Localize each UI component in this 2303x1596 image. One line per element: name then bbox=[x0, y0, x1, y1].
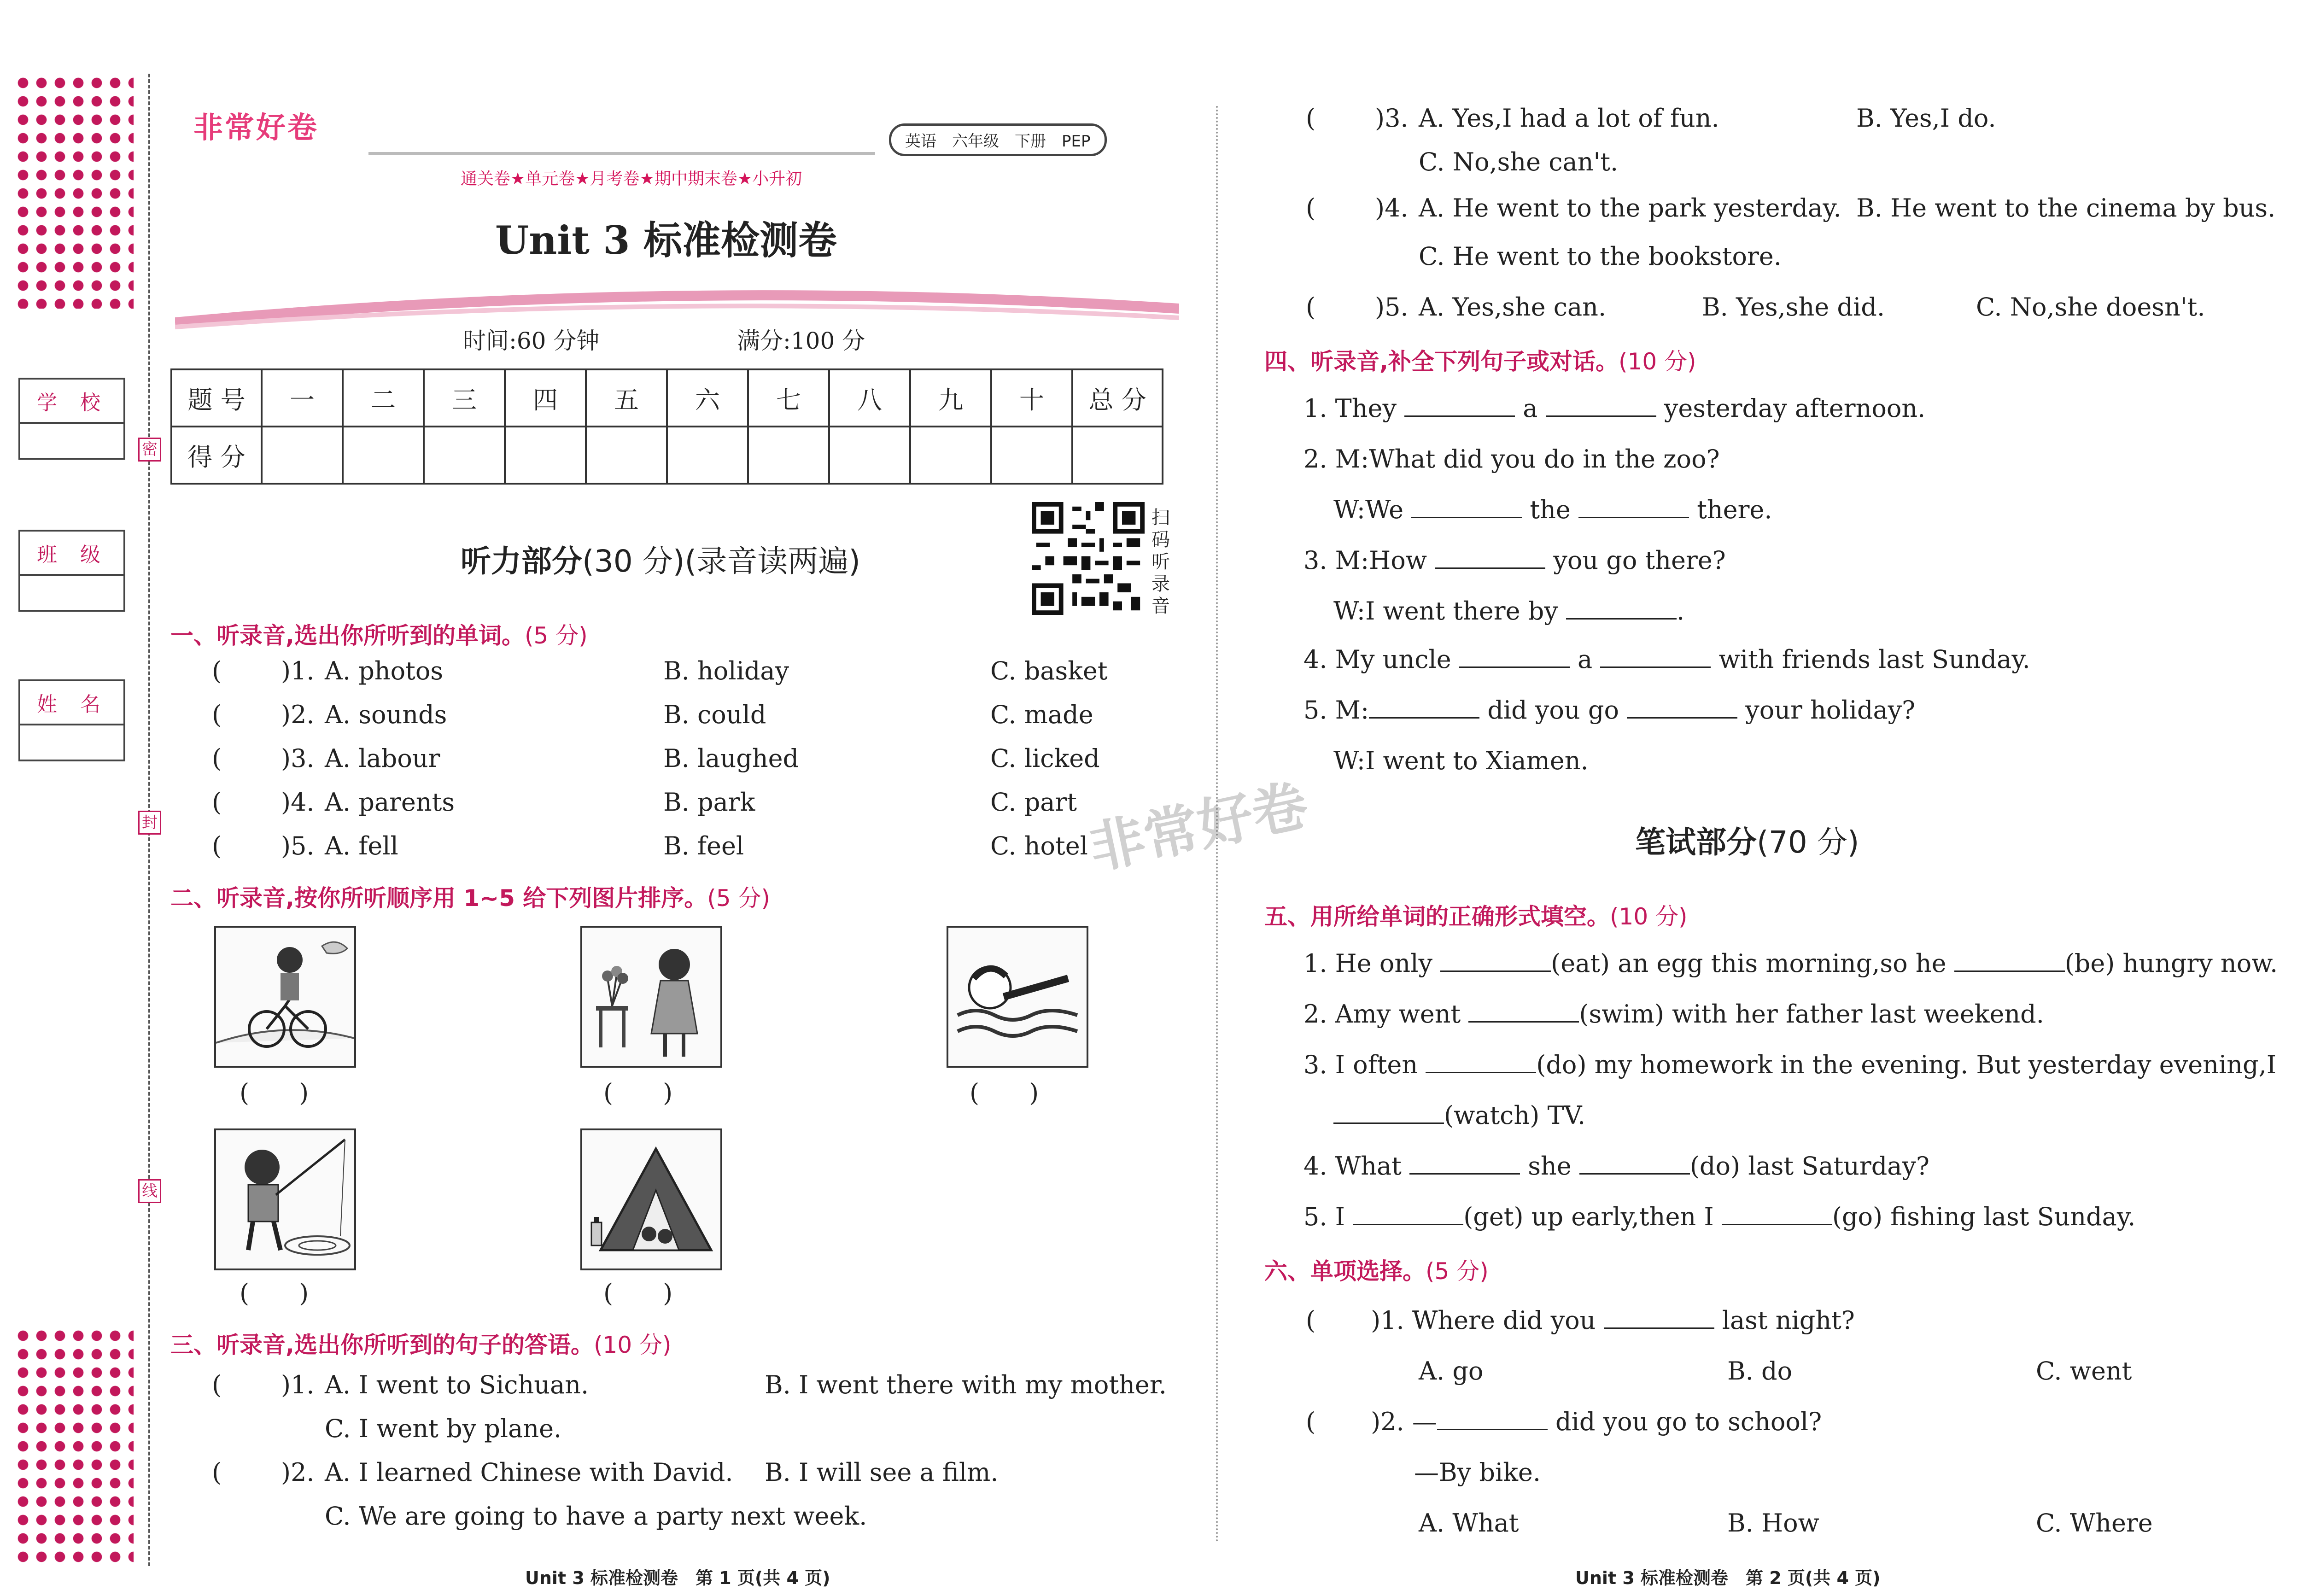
score-input-cell[interactable] bbox=[424, 427, 505, 484]
section-5-heading bbox=[1264, 898, 1688, 931]
full-score: 满分:100 分 bbox=[737, 327, 865, 354]
sec4-line-2: 2. M:What did you do in the zoo? bbox=[1303, 444, 1720, 474]
sec5-line-2 bbox=[1303, 1000, 2044, 1029]
option-a[interactable]: A. fell bbox=[325, 831, 398, 860]
option-c[interactable]: C. part bbox=[990, 788, 1077, 817]
option-c[interactable]: C. No,she can't. bbox=[1419, 147, 1619, 176]
sentence-text: a bbox=[1578, 645, 1593, 674]
section-1-points: (5 分) bbox=[525, 622, 588, 649]
score-input-cell[interactable] bbox=[343, 427, 424, 484]
option-a[interactable]: A. parents bbox=[325, 788, 455, 817]
seal-char-xian: 线 bbox=[138, 1179, 161, 1203]
blank-input[interactable] bbox=[1566, 598, 1677, 620]
option-b[interactable]: B. holiday bbox=[663, 656, 789, 685]
picture-5-answer[interactable]: ( ) bbox=[603, 1279, 673, 1308]
blank-input[interactable] bbox=[1426, 1052, 1536, 1073]
question-text: )2. — bbox=[1371, 1407, 1437, 1436]
sentence-text: a bbox=[1523, 394, 1538, 423]
option-b[interactable]: B. Yes,she did. bbox=[1702, 292, 1885, 322]
option-b[interactable]: B. park bbox=[663, 788, 755, 817]
score-input-cell[interactable] bbox=[262, 427, 343, 484]
option-c[interactable]: C. made bbox=[990, 700, 1093, 729]
item-number: )3. bbox=[281, 744, 315, 773]
sentence-text: 2. Amy went bbox=[1303, 1000, 1461, 1029]
option-a[interactable]: A. I went to Sichuan. bbox=[325, 1370, 589, 1399]
blank-input[interactable] bbox=[1600, 646, 1711, 668]
picture-3-answer[interactable]: ( ) bbox=[970, 1078, 1039, 1107]
sec4-line-3 bbox=[1303, 546, 1726, 575]
blank-input[interactable] bbox=[1604, 1307, 1714, 1329]
section-1-heading bbox=[170, 617, 588, 650]
school-field bbox=[18, 378, 125, 460]
option-b[interactable]: B. do bbox=[1727, 1356, 1793, 1386]
score-input-cell[interactable] bbox=[910, 427, 991, 484]
item-number: )2. bbox=[281, 1458, 315, 1487]
score-table-cell: 题 号 bbox=[171, 369, 262, 427]
sentence-text: (get) up early,then I bbox=[1463, 1202, 1714, 1231]
picture-4-answer[interactable]: ( ) bbox=[240, 1279, 309, 1308]
picture-cycling bbox=[214, 926, 356, 1068]
score-table-cell: 十 bbox=[991, 369, 1072, 427]
item-number: )3. bbox=[1375, 104, 1409, 133]
option-b[interactable]: B. could bbox=[663, 700, 766, 729]
title-swoosh bbox=[175, 286, 1179, 332]
picture-swimming bbox=[947, 926, 1088, 1068]
section-2-title: 二、听录音,按你所听顺序用 1~5 给下列图片排序。 bbox=[170, 885, 707, 912]
option-b[interactable]: B. He went to the cinema by bus. bbox=[1856, 193, 2276, 222]
exam-time: 时间:60 分钟 bbox=[463, 327, 600, 354]
sentence-text: . bbox=[1676, 596, 1685, 626]
score-table-header-row bbox=[171, 369, 1163, 427]
section-3-points: (10 分) bbox=[594, 1332, 672, 1358]
section-6-title: 六、单项选择。 bbox=[1264, 1258, 1426, 1285]
written-title-points: (70 分) bbox=[1757, 824, 1859, 860]
header-rule bbox=[368, 152, 875, 155]
score-table-cell: 四 bbox=[505, 369, 586, 427]
qr-note: 扫码听录音 bbox=[1152, 507, 1170, 617]
sec5-line-3b bbox=[1333, 1101, 1585, 1130]
item-number: )5. bbox=[281, 831, 315, 860]
option-b[interactable]: B. feel bbox=[663, 831, 744, 860]
option-b[interactable]: B. laughed bbox=[663, 744, 799, 773]
listening-part-title bbox=[461, 537, 860, 580]
name-label: 姓 名 bbox=[37, 693, 109, 716]
blank-input[interactable] bbox=[1468, 1001, 1579, 1023]
score-input-cell[interactable] bbox=[505, 427, 586, 484]
sentence-text: 1. They bbox=[1303, 394, 1397, 423]
option-b[interactable]: B. I will see a film. bbox=[765, 1458, 999, 1487]
name-field bbox=[18, 679, 125, 761]
sentence-text: 4. My uncle bbox=[1303, 645, 1451, 674]
swimmer-icon bbox=[948, 928, 1087, 1066]
grade-tag: 英语 六年级 下册 PEP bbox=[889, 123, 1107, 156]
watermark: 非常好卷 bbox=[1083, 773, 1314, 882]
score-input-cell[interactable] bbox=[586, 427, 667, 484]
girl-flowers-icon bbox=[582, 928, 720, 1066]
sec4-line-1 bbox=[1303, 394, 1925, 423]
option-c[interactable]: C. I went by plane. bbox=[325, 1414, 562, 1443]
item-number: )1. bbox=[281, 1370, 315, 1399]
option-b[interactable]: B. Yes,I do. bbox=[1856, 104, 1996, 133]
brand-logo: 非常好卷 bbox=[193, 111, 319, 145]
blank-input[interactable] bbox=[1546, 395, 1656, 417]
sentence-text: (eat) an egg this morning,so he bbox=[1551, 949, 1946, 978]
question-text: )1. Where did you bbox=[1371, 1306, 1596, 1335]
blank-input[interactable] bbox=[1440, 950, 1551, 972]
sentence-text: (do) last Saturday? bbox=[1689, 1152, 1929, 1181]
decorative-dot-grid-bottom bbox=[14, 1327, 134, 1566]
section-4-heading bbox=[1264, 343, 1696, 376]
sentence-text: (swim) with her father last weekend. bbox=[1579, 1000, 2044, 1029]
option-b[interactable]: B. How bbox=[1727, 1508, 1819, 1538]
tent-icon bbox=[582, 1130, 720, 1269]
score-input-cell[interactable] bbox=[1072, 427, 1163, 484]
bicycle-rider-icon bbox=[216, 928, 354, 1066]
option-b[interactable]: B. I went there with my mother. bbox=[765, 1370, 1167, 1399]
question-3-3: ( )3. A. Yes,I had a lot of fun. B. Yes,I do. C. No,she can't. bbox=[1306, 104, 1996, 176]
sec4-line-3w bbox=[1333, 596, 1684, 626]
option-c[interactable]: C. No,she doesn't. bbox=[1976, 292, 2205, 322]
footer-page-2: Unit 3 标准检测卷 第 2 页(共 4 页) bbox=[1575, 1568, 1881, 1588]
sentence-text: (do) my homework in the evening. But yesterday evening,I bbox=[1536, 1050, 2277, 1079]
question-6-2-options bbox=[1419, 1508, 2303, 1545]
score-table-cell: 八 bbox=[829, 369, 910, 427]
score-input-cell[interactable] bbox=[667, 427, 748, 484]
class-field bbox=[18, 530, 125, 612]
sentence-text: yesterday afternoon. bbox=[1664, 394, 1926, 423]
blank-input[interactable] bbox=[1579, 1153, 1690, 1175]
picture-camping bbox=[580, 1128, 722, 1270]
picture-fishing bbox=[214, 1128, 356, 1270]
score-table-cell: 总 分 bbox=[1072, 369, 1163, 427]
item-number: )2. bbox=[281, 700, 315, 729]
section-2-heading bbox=[170, 880, 770, 913]
picture-1-answer[interactable]: ( ) bbox=[240, 1078, 309, 1107]
option-c[interactable]: C. Where bbox=[2036, 1508, 2153, 1538]
option-c[interactable]: C. basket bbox=[990, 656, 1108, 685]
score-table-score-row bbox=[171, 427, 1163, 484]
seal-char-feng: 封 bbox=[138, 811, 161, 835]
section-4-points: (10 分) bbox=[1619, 348, 1696, 375]
sentence-text: 5. M: bbox=[1303, 696, 1369, 725]
blank-input[interactable] bbox=[1369, 697, 1479, 719]
option-c[interactable]: C. hotel bbox=[990, 831, 1088, 860]
sentence-text: you go there? bbox=[1553, 546, 1726, 575]
section-6-heading bbox=[1264, 1253, 1489, 1286]
option-a[interactable]: A. Yes,she can. bbox=[1419, 292, 1607, 322]
option-c[interactable]: C. He went to the bookstore. bbox=[1419, 242, 1782, 271]
blank-input[interactable] bbox=[1435, 547, 1545, 569]
section-5-points: (10 分) bbox=[1610, 903, 1688, 930]
score-input-cell[interactable] bbox=[991, 427, 1072, 484]
sentence-text: she bbox=[1528, 1152, 1572, 1181]
score-table-cell: 九 bbox=[910, 369, 991, 427]
section-2-points: (5 分) bbox=[707, 885, 771, 912]
listening-title-text: 听力部分 bbox=[461, 544, 582, 579]
sentence-text: 3. M:How bbox=[1303, 546, 1427, 575]
question-6-2: ( )2. — did you go to school? bbox=[1306, 1407, 1822, 1436]
sec5-line-1 bbox=[1303, 949, 2278, 978]
option-a[interactable]: A. photos bbox=[325, 656, 444, 685]
question-3-4: ( )4. A. He went to the park yesterday. B. He went to the cinema by bus. C. He went to the bookstore. bbox=[1306, 193, 2276, 271]
footer-page-1: Unit 3 标准检测卷 第 1 页(共 4 页) bbox=[525, 1568, 830, 1588]
sentence-text: 3. I often bbox=[1303, 1050, 1418, 1079]
item-number: )5. bbox=[1375, 292, 1409, 322]
sentence-text: your holiday? bbox=[1745, 696, 1916, 725]
sec4-line-2w bbox=[1333, 495, 1772, 524]
sec4-line-4 bbox=[1303, 645, 2030, 674]
score-input-cell[interactable] bbox=[829, 427, 910, 484]
question-3-1: ( )1. A. I went to Sichuan. B. I went there with my mother. C. I went by plane. bbox=[212, 1370, 1167, 1443]
series-line: 通关卷★单元卷★月考卷★期中期末卷★小升初 bbox=[461, 170, 802, 188]
section-6-points: (5 分) bbox=[1426, 1258, 1489, 1285]
sentence-text: 4. What bbox=[1303, 1152, 1402, 1181]
score-table-cell: 二 bbox=[343, 369, 424, 427]
blank-input[interactable] bbox=[1437, 1409, 1548, 1430]
blank-input[interactable] bbox=[1411, 497, 1522, 518]
sentence-text: 5. I bbox=[1303, 1202, 1345, 1231]
picture-girl-flowers bbox=[580, 926, 722, 1068]
sentence-text: (be) hungry now. bbox=[2064, 949, 2278, 978]
seal-char-mi: 密 bbox=[138, 438, 161, 462]
qr-code-icon[interactable] bbox=[1032, 502, 1145, 615]
section-4-title: 四、听录音,补全下列句子或对话。 bbox=[1264, 348, 1619, 375]
sentence-text: (watch) TV. bbox=[1444, 1101, 1586, 1130]
option-a[interactable]: A. He went to the park yesterday. bbox=[1419, 193, 1841, 222]
blank-input[interactable] bbox=[1722, 1204, 1832, 1225]
question-3-2: ( )2. A. I learned Chinese with David. B. I will see a film. C. We are going to have a party next week. bbox=[212, 1458, 999, 1531]
page-title: Unit 3 标准检测卷 bbox=[495, 217, 837, 263]
blank-input[interactable] bbox=[1954, 950, 2065, 972]
sec5-line-5 bbox=[1303, 1202, 2135, 1231]
item-number: )1. bbox=[281, 656, 315, 685]
option-a[interactable]: A. sounds bbox=[325, 700, 447, 729]
option-a[interactable]: A. I learned Chinese with David. bbox=[325, 1458, 733, 1487]
score-table-cell: 三 bbox=[424, 369, 505, 427]
option-a[interactable]: A. Yes,I had a lot of fun. bbox=[1419, 104, 1719, 133]
option-a[interactable]: A. labour bbox=[325, 744, 440, 773]
score-table-cell: 五 bbox=[586, 369, 667, 427]
blank-input[interactable] bbox=[1578, 497, 1689, 518]
section-1-title: 一、听录音,选出你所听到的单词。 bbox=[170, 622, 525, 649]
option-a[interactable]: A. What bbox=[1419, 1508, 1519, 1538]
sentence-text: there. bbox=[1697, 495, 1772, 524]
sec5-line-4 bbox=[1303, 1152, 1929, 1181]
sentence-text: the bbox=[1530, 495, 1571, 524]
score-table-cell: 七 bbox=[748, 369, 829, 427]
option-a[interactable]: A. go bbox=[1419, 1356, 1484, 1386]
option-c[interactable]: C. licked bbox=[990, 744, 1100, 773]
blank-input[interactable] bbox=[1404, 395, 1515, 417]
sentence-text: 1. He only bbox=[1303, 949, 1432, 978]
question-3-5: ( )5. A. Yes,she can. B. Yes,she did. C. No,she doesn't. bbox=[1306, 292, 2205, 322]
score-table-cell: 一 bbox=[262, 369, 343, 427]
school-label: 学 校 bbox=[37, 391, 109, 415]
option-c[interactable]: C. We are going to have a party next week. bbox=[325, 1502, 867, 1531]
question-text: did you go to school? bbox=[1555, 1407, 1822, 1436]
blank-input[interactable] bbox=[1409, 1153, 1520, 1175]
section-5-title: 五、用所给单词的正确形式填空。 bbox=[1264, 903, 1610, 930]
item-number: )4. bbox=[1375, 193, 1409, 222]
option-c[interactable]: C. went bbox=[2036, 1356, 2132, 1386]
listening-title-note: (30 分)(录音读两遍) bbox=[582, 544, 860, 579]
section-3-heading bbox=[170, 1327, 672, 1360]
sentence-text: W:I went there by bbox=[1333, 596, 1558, 626]
question-6-1-options bbox=[1419, 1356, 2303, 1393]
blank-input[interactable] bbox=[1353, 1204, 1463, 1225]
fishing-boy-icon bbox=[216, 1130, 354, 1269]
blank-input[interactable] bbox=[1333, 1102, 1444, 1124]
sentence-text: W:We bbox=[1333, 495, 1404, 524]
picture-2-answer[interactable]: ( ) bbox=[603, 1078, 673, 1107]
blank-input[interactable] bbox=[1627, 697, 1737, 719]
sec4-line-5 bbox=[1303, 696, 1915, 725]
class-label: 班 级 bbox=[37, 543, 109, 567]
score-table-cell: 六 bbox=[667, 369, 748, 427]
written-part-title bbox=[1635, 818, 1859, 861]
item-number: )4. bbox=[281, 788, 315, 817]
sentence-text: with friends last Sunday. bbox=[1718, 645, 2030, 674]
question-text: last night? bbox=[1722, 1306, 1855, 1335]
sentence-text: did you go bbox=[1487, 696, 1619, 725]
decorative-dot-grid-top bbox=[14, 74, 134, 309]
score-table-cell: 得 分 bbox=[171, 427, 262, 484]
written-title-text: 笔试部分 bbox=[1635, 824, 1757, 860]
sec4-line-5w: W:I went to Xiamen. bbox=[1333, 746, 1589, 775]
score-table bbox=[170, 368, 1163, 485]
score-input-cell[interactable] bbox=[748, 427, 829, 484]
question-6-1: ( )1. Where did you last night? bbox=[1306, 1306, 1855, 1335]
blank-input[interactable] bbox=[1459, 646, 1570, 668]
sentence-text: (go) fishing last Sunday. bbox=[1832, 1202, 2136, 1231]
sec5-line-3 bbox=[1303, 1050, 2276, 1079]
question-6-2-reply: —By bike. bbox=[1414, 1458, 1541, 1487]
section-3-title: 三、听录音,选出你所听到的句子的答语。 bbox=[170, 1332, 594, 1358]
